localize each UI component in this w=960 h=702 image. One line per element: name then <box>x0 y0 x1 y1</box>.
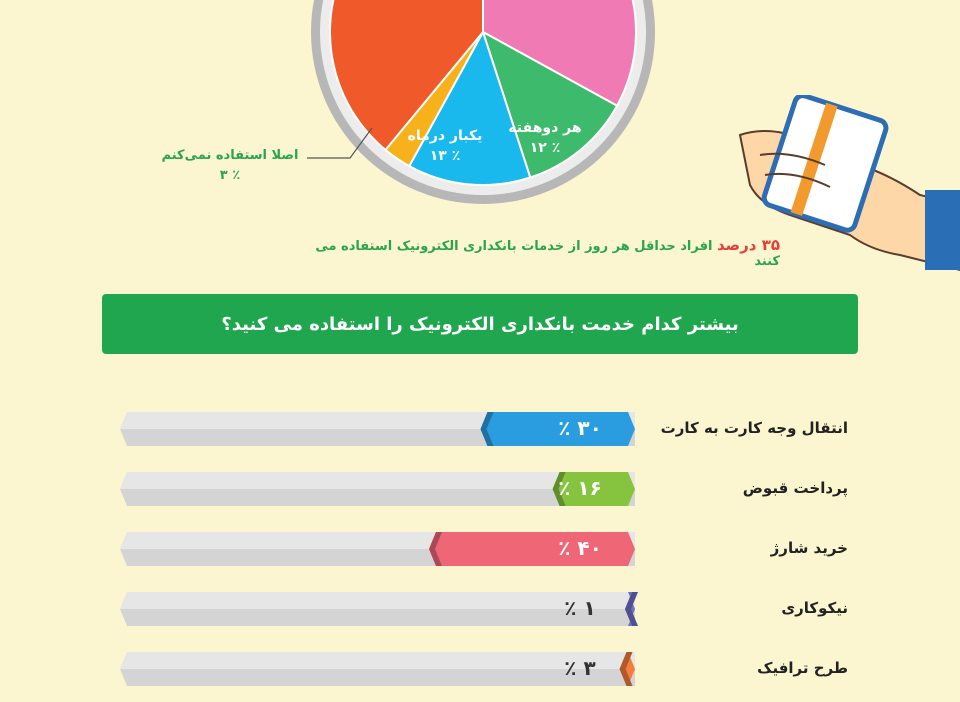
pie-label-never-value: ٪ ۳ <box>219 168 241 183</box>
bar-value-label: ٪ ۴۰ <box>558 536 602 560</box>
bar-category-label: انتقال وجه کارت به کارت <box>660 419 848 437</box>
pie-label-biweekly-name: هر دوهفته <box>508 120 582 136</box>
stat-body: افراد حداقل هر روز از خدمات بانکداری الکترونیک استفاده می کنند <box>315 239 780 269</box>
bar-value-label: ٪ ۱ <box>564 596 596 620</box>
bar-value-label: ٪ ۳۰ <box>558 416 602 440</box>
bar-category-label: پرداخت قبوض <box>742 479 848 497</box>
question-banner: بیشتر کدام خدمت بانکداری الکترونیک را استفاده می کنید؟ <box>102 294 858 354</box>
bar-value-label: ٪ ۳ <box>564 656 596 680</box>
pie-label-never-name: اصلا استفاده نمی‌کنم <box>161 148 299 163</box>
pie-label-monthly-value: ٪ ۱۳ <box>429 148 461 164</box>
bar-category-label: خرید شارژ <box>770 539 848 557</box>
bar-category-label: نیکوکاری <box>781 599 848 617</box>
pie-label-biweekly-value: ٪ ۱۲ <box>529 140 561 156</box>
stat-highlight: ۳۵ درصد <box>716 236 780 254</box>
pie-label-monthly-name: یکبار درماه <box>407 128 483 144</box>
bar-value-label: ٪ ۱۶ <box>558 476 602 500</box>
bar-category-label: طرح ترافیک <box>757 659 848 677</box>
